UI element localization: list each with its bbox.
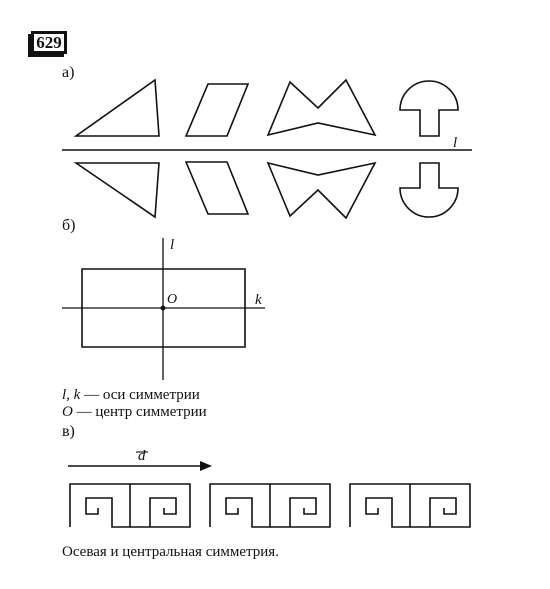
center-o-label: O — [167, 292, 178, 307]
meander-tile-pair-2 — [210, 484, 330, 527]
caption-text: Осевая и центральная симметрия. — [62, 544, 279, 560]
note-center-var: O — [62, 404, 73, 420]
part-a-label: а) — [62, 64, 75, 81]
vector-d-arrowhead — [200, 461, 212, 471]
axis-k-label: k — [255, 292, 262, 308]
note-center-text: — центр симметрии — [76, 404, 207, 420]
part-b-label: б) — [62, 217, 76, 234]
note-axes-vars: l, k — [62, 387, 81, 403]
note-axes-text: — оси симметрии — [84, 387, 200, 403]
triangle-shape — [76, 80, 159, 136]
part-c-label: в) — [62, 423, 75, 440]
note-axes-line — [62, 388, 200, 403]
problem-number-badge: 629 — [31, 31, 67, 54]
parallelogram-shape — [186, 84, 248, 136]
note-center-line — [62, 405, 207, 420]
meander-tile-pair-3 — [350, 484, 470, 527]
axis-l-label-b: l — [170, 237, 175, 253]
bowtie-reflection-shape — [268, 163, 375, 218]
parallelogram-reflection-shape — [186, 162, 248, 214]
triangle-reflection-shape — [76, 163, 159, 217]
bowtie-shape — [268, 80, 375, 135]
meander-tile-pair-1 — [70, 484, 190, 527]
mushroom-shape — [400, 81, 458, 136]
axis-l-label-a: l — [453, 135, 458, 151]
vector-d-label: d — [138, 448, 146, 464]
center-point-dot — [161, 306, 166, 311]
mushroom-reflection-shape — [400, 163, 458, 217]
